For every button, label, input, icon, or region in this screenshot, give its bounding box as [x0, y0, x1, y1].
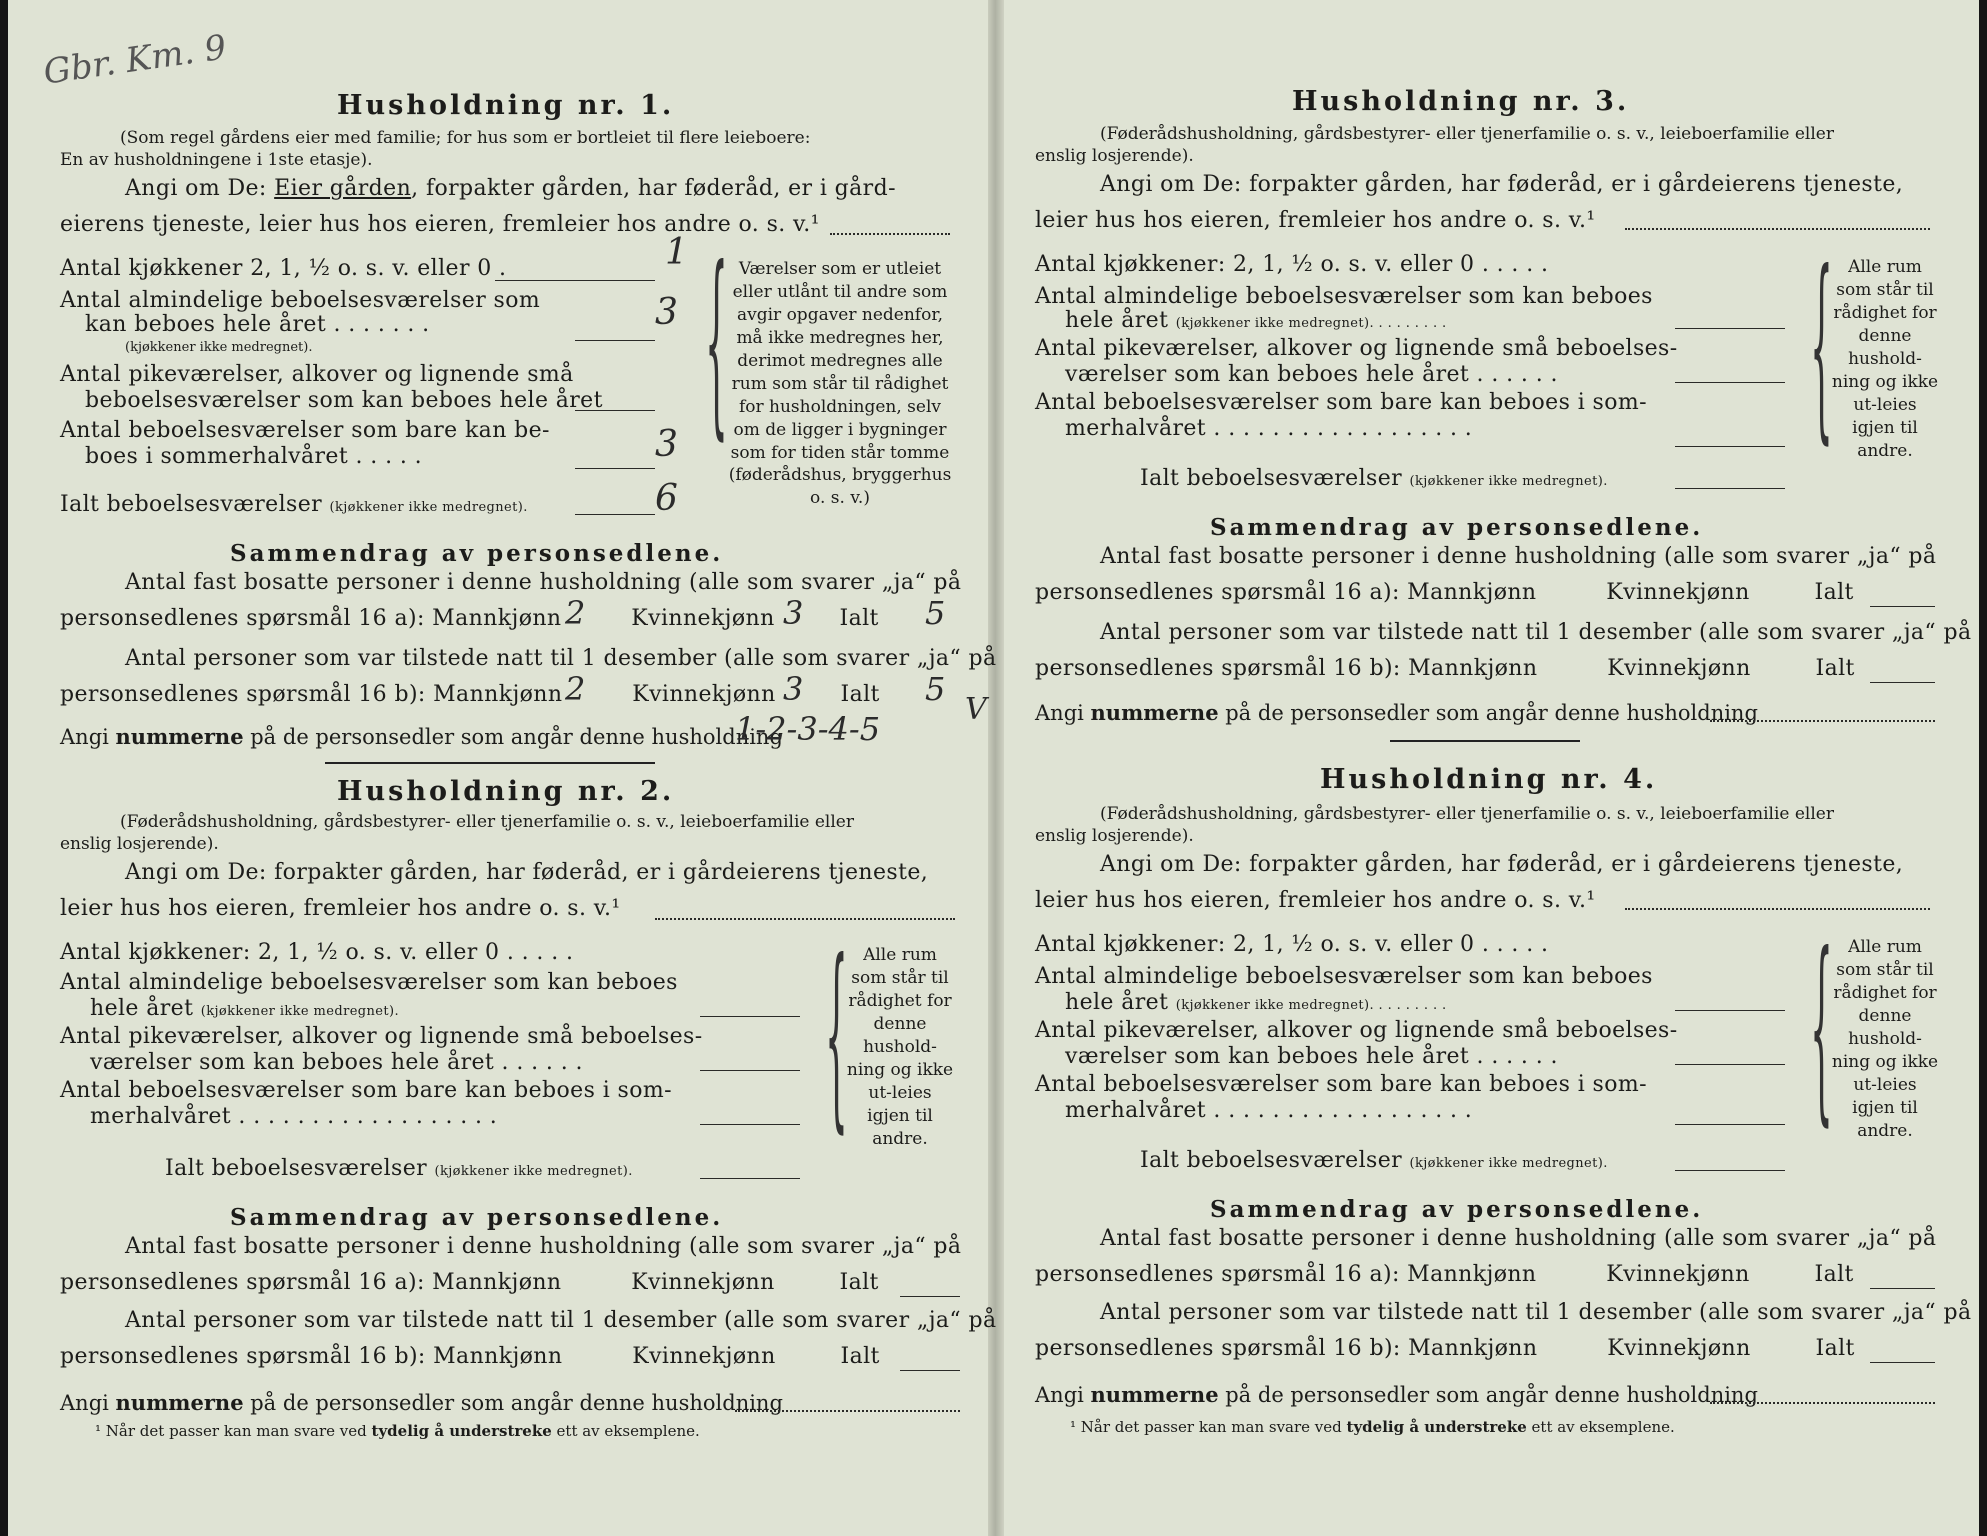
resident-female-answer: 3 — [783, 594, 804, 632]
small-rooms-label-line2: værelser som kan beboes hele året . . . . . . — [90, 1050, 583, 1075]
summer-rooms-label-line2: merhalvåret . . . . . . . . . . . . . . . . . . — [1065, 1098, 1473, 1123]
total-rooms-text: Ialt beboelsesværelser — [60, 492, 323, 517]
total-rooms-label — [1140, 466, 1608, 491]
summary-4-present-line2 — [1035, 1336, 1855, 1361]
summary-4-present-line1: Antal personer som var tilstede natt til 1 desember (alle som svarer „ja“ på — [1100, 1300, 1972, 1325]
summary-2-title: Sammendrag av personsedlene. — [230, 1204, 724, 1231]
summary-1-title: Sammendrag av personsedlene. — [230, 540, 724, 567]
common-rooms-label-line1: Antal almindelige beboelsesværelser som — [60, 288, 541, 313]
summary-1-present-line2 — [60, 682, 880, 707]
total-rooms-note: (kjøkkener ikke medregnet). — [329, 500, 528, 515]
summary-2-numbers-label — [60, 1390, 783, 1415]
kitchens-label: Antal kjøkkener: 2, 1, ½ o. s. v. eller 0 . . . . . — [60, 940, 574, 965]
common-rooms-answer-line — [575, 340, 655, 341]
common-rooms-label-line1: Antal almindelige beboelsesværelser som kan beboes — [1035, 284, 1653, 309]
common-rooms-note: (kjøkkener ikke medregnet). . . . . . . . . — [1175, 316, 1447, 331]
status-answer-line — [830, 233, 950, 235]
summer-rooms-label-line2: boes i sommerhalvåret . . . . . — [85, 444, 423, 469]
small-rooms-label-line1: Antal pikeværelser, alkover og lignende små beboelses- — [1035, 336, 1678, 361]
resident-total-line — [1870, 1288, 1935, 1289]
common-rooms-label-line2: kan beboes hele året . . . . . . . — [85, 312, 430, 337]
rooms-note-box: Værelser som er utleiet eller utlånt til andre som avgir opgaver nedenfor, må ikke medregnes her, derimot medregnes alle rum som står til rådighet for husholdningen, selv om de ligger i bygninger som for tiden står tomme (føderådshus, bryggerhus o. s. v.) — [728, 259, 952, 509]
resident-total-answer: 5 — [925, 594, 946, 632]
common-rooms-answer-line — [1675, 328, 1785, 329]
small-rooms-label-line1: Antal pikeværelser, alkover og lignende små beboelses- — [1035, 1018, 1678, 1043]
person-numbers-line — [735, 1410, 960, 1412]
common-rooms-label-line2 — [1065, 990, 1447, 1015]
summary-3-title: Sammendrag av personsedlene. — [1210, 514, 1704, 541]
common-rooms-label-line1: Antal almindelige beboelsesværelser som kan beboes — [1035, 964, 1653, 989]
status-answer-line — [1625, 908, 1930, 910]
small-rooms-label-line1: Antal pikeværelser, alkover og lignende små beboelses- — [60, 1024, 703, 1049]
summary-1-numbers-label — [60, 724, 783, 749]
page-spine — [988, 0, 1004, 1536]
common-rooms-text: hele året — [1065, 990, 1169, 1015]
summer-rooms-answer-line — [700, 1124, 800, 1125]
summer-rooms-answer-line — [1675, 446, 1785, 447]
person-numbers-answer: 1-2-3-4-5 — [735, 710, 881, 748]
resident-total-label: Ialt — [839, 1270, 879, 1295]
angi-prefix: Angi om De: — [125, 176, 275, 201]
total-rooms-answer-line — [700, 1178, 800, 1179]
common-rooms-text: hele året — [90, 996, 194, 1021]
resident-male-label: personsedlenes spørsmål 16 a): Mannkjønn — [1035, 580, 1537, 605]
summary-2-present-line2 — [60, 1344, 880, 1369]
summary-4-title: Sammendrag av personsedlene. — [1210, 1196, 1704, 1223]
summer-rooms-answer: 3 — [655, 424, 678, 465]
total-rooms-label — [165, 1156, 633, 1181]
footnote — [1070, 1418, 1675, 1436]
resident-total-label: Ialt — [839, 606, 879, 631]
section-divider — [325, 762, 655, 764]
footnote-bold: tydelig å understreke — [371, 1422, 552, 1440]
resident-male-label: personsedlenes spørsmål 16 a): Mannkjønn — [60, 606, 562, 631]
household-1-status-question-line2: eierens tjeneste, leier hus hos eieren, fremleier hos andre o. s. v.¹ — [60, 212, 820, 237]
present-female-label: Kvinnekjønn — [1607, 1336, 1751, 1361]
resident-female-label: Kvinnekjønn — [1606, 580, 1750, 605]
total-rooms-answer-line — [575, 514, 655, 515]
present-male-label: personsedlenes spørsmål 16 b): Mannkjønn — [1035, 1336, 1538, 1361]
total-rooms-text: Ialt beboelsesværelser — [165, 1156, 428, 1181]
present-male-label: personsedlenes spørsmål 16 b): Mannkjønn — [60, 682, 563, 707]
common-rooms-text: hele året — [1065, 308, 1169, 333]
brace-bracket: { — [705, 225, 728, 458]
household-4-status-line2: leier hus hos eieren, fremleier hos andre o. s. v.¹ — [1035, 888, 1596, 913]
rooms-note-box: Alle rum som står til rådighet for denne hushold-ning og ikke ut-leies igjen til andre. — [1831, 937, 1939, 1141]
resident-male-answer: 2 — [565, 594, 586, 632]
footnote — [95, 1422, 700, 1440]
angi-rest: , forpakter gården, har føderåd, er i gård- — [411, 176, 896, 201]
summer-rooms-label-line1: Antal beboelsesværelser som bare kan beboes i som- — [1035, 390, 1647, 415]
scan-border-left — [0, 0, 8, 1536]
resident-female-label: Kvinnekjønn — [631, 606, 775, 631]
present-female-label: Kvinnekjønn — [1607, 656, 1751, 681]
small-rooms-answer-line — [575, 410, 655, 411]
common-rooms-answer: 3 — [655, 292, 678, 333]
household-1-note-line2: En av husholdningene i 1ste etasje). — [60, 150, 373, 170]
total-rooms-note: (kjøkkener ikke medregnet). — [434, 1164, 633, 1179]
household-3-status-line1: Angi om De: forpakter gården, har føderåd, er i gårdeierens tjeneste, — [1100, 172, 1904, 197]
present-total-answer: 5 — [925, 670, 946, 708]
total-rooms-note: (kjøkkener ikke medregnet). — [1409, 474, 1608, 489]
total-rooms-text: Ialt beboelsesværelser — [1140, 466, 1403, 491]
present-total-label: Ialt — [1815, 1336, 1855, 1361]
present-total-label: Ialt — [840, 1344, 880, 1369]
household-2-status-line1: Angi om De: forpakter gården, har føderåd, er i gårdeierens tjeneste, — [125, 860, 929, 885]
present-total-line — [1870, 1362, 1935, 1363]
summer-rooms-label-line2: merhalvåret . . . . . . . . . . . . . . . . . . — [90, 1104, 498, 1129]
marginalia-handwriting: Gbr. Km. 9 — [41, 27, 229, 93]
numbers-prefix: Angi — [60, 725, 116, 749]
summary-3-resident-line1: Antal fast bosatte personer i denne husholdning (alle som svarer „ja“ på — [1100, 544, 1937, 569]
summary-1-resident-line2 — [60, 606, 879, 631]
summary-2-resident-line2 — [60, 1270, 879, 1295]
total-rooms-answer: 6 — [655, 478, 678, 519]
kitchens-answer-line — [495, 280, 655, 281]
household-4-status-line1: Angi om De: forpakter gården, har føderåd, er i gårdeierens tjeneste, — [1100, 852, 1904, 877]
brace-bracket: { — [1810, 229, 1833, 462]
household-3-note-line1: (Føderådshusholdning, gårdsbestyrer- eller tjenerfamilie o. s. v., leieboerfamilie eller — [1100, 124, 1834, 144]
household-3-status-line2: leier hus hos eieren, fremleier hos andre o. s. v.¹ — [1035, 208, 1596, 233]
household-1-note-line1: (Som regel gårdens eier med familie; for hus som er bortleiet til flere leieboere: — [120, 128, 811, 148]
resident-total-line — [1870, 606, 1935, 607]
summary-1-resident-line1: Antal fast bosatte personer i denne husholdning (alle som svarer „ja“ på — [125, 570, 962, 595]
summary-2-present-line1: Antal personer som var tilstede natt til 1 desember (alle som svarer „ja“ på — [125, 1308, 997, 1333]
numbers-rest: på de personsedler som angår denne husholdning — [243, 1391, 783, 1415]
summary-3-numbers-label — [1035, 700, 1758, 725]
footnote-rest: ett av eksemplene. — [1526, 1418, 1675, 1436]
household-2-note-line2: enslig losjerende). — [60, 834, 219, 854]
resident-female-label: Kvinnekjønn — [631, 1270, 775, 1295]
household-2-status-line2: leier hus hos eieren, fremleier hos andre o. s. v.¹ — [60, 896, 621, 921]
common-rooms-answer-line — [700, 1016, 800, 1017]
present-male-label: personsedlenes spørsmål 16 b): Mannkjønn — [60, 1344, 563, 1369]
resident-total-label: Ialt — [1814, 1262, 1854, 1287]
summary-2-resident-line1: Antal fast bosatte personer i denne husholdning (alle som svarer „ja“ på — [125, 1234, 962, 1259]
check-mark: V — [965, 692, 987, 727]
present-total-line — [1870, 682, 1935, 683]
resident-female-label: Kvinnekjønn — [1606, 1262, 1750, 1287]
present-total-label: Ialt — [1815, 656, 1855, 681]
person-numbers-line — [1710, 1402, 1935, 1404]
numbers-bold: nummerne — [115, 724, 244, 749]
kitchens-label: Antal kjøkkener: 2, 1, ½ o. s. v. eller 0 . . . . . — [1035, 252, 1549, 277]
present-female-label: Kvinnekjønn — [632, 1344, 776, 1369]
present-male-label: personsedlenes spørsmål 16 b): Mannkjønn — [1035, 656, 1538, 681]
present-total-label: Ialt — [840, 682, 880, 707]
small-rooms-label-line1: Antal pikeværelser, alkover og lignende små — [60, 362, 574, 387]
resident-male-label: personsedlenes spørsmål 16 a): Mannkjønn — [1035, 1262, 1537, 1287]
numbers-prefix: Angi — [1035, 701, 1091, 725]
footnote-prefix: ¹ Når det passer kan man svare ved — [95, 1422, 372, 1440]
small-rooms-answer-line — [700, 1070, 800, 1071]
common-rooms-answer-line — [1675, 1010, 1785, 1011]
kitchens-label: Antal kjøkkener: 2, 1, ½ o. s. v. eller 0 . . . . . — [1035, 932, 1549, 957]
total-rooms-answer-line — [1675, 488, 1785, 489]
scan-border-right — [1979, 0, 1987, 1536]
numbers-bold: nummerne — [1090, 1382, 1219, 1407]
present-total-line — [900, 1370, 960, 1371]
summer-rooms-label-line2: merhalvåret . . . . . . . . . . . . . . . . . . — [1065, 416, 1473, 441]
household-3-title: Husholdning nr. 3. — [1292, 86, 1630, 117]
person-numbers-line — [1710, 720, 1935, 722]
present-male-answer: 2 — [565, 670, 586, 708]
kitchens-label: Antal kjøkkener 2, 1, ½ o. s. v. eller 0 . — [60, 256, 507, 281]
household-1-title: Husholdning nr. 1. — [337, 90, 675, 121]
total-rooms-answer-line — [1675, 1170, 1785, 1171]
summer-rooms-answer-line — [1675, 1124, 1785, 1125]
summer-rooms-label-line1: Antal beboelsesværelser som bare kan be- — [60, 418, 550, 443]
summary-4-numbers-label — [1035, 1382, 1758, 1407]
household-3-note-line2: enslig losjerende). — [1035, 146, 1194, 166]
resident-total-line — [900, 1296, 960, 1297]
numbers-rest: på de personsedler som angår denne husholdning — [1218, 1383, 1758, 1407]
rooms-note-box: Alle rum som står til rådighet for denne hushold-ning og ikke ut-leies igjen til andre. — [846, 945, 954, 1149]
numbers-bold: nummerne — [115, 1390, 244, 1415]
household-4-note-line1: (Føderådshusholdning, gårdsbestyrer- eller tjenerfamilie o. s. v., leieboerfamilie eller — [1100, 804, 1834, 824]
resident-total-label: Ialt — [1814, 580, 1854, 605]
common-rooms-label-line2 — [90, 996, 399, 1021]
brace-bracket: { — [825, 918, 848, 1151]
underlined-answer: Eier gården — [274, 176, 412, 201]
present-female-label: Kvinnekjønn — [632, 682, 776, 707]
small-rooms-answer-line — [1675, 1064, 1785, 1065]
common-rooms-label-line1: Antal almindelige beboelsesværelser som kan beboes — [60, 970, 678, 995]
kitchens-answer: 1 — [665, 232, 688, 273]
household-2-note-line1: (Føderådshusholdning, gårdsbestyrer- eller tjenerfamilie o. s. v., leieboerfamilie eller — [120, 812, 854, 832]
resident-male-label: personsedlenes spørsmål 16 a): Mannkjønn — [60, 1270, 562, 1295]
summary-4-resident-line1: Antal fast bosatte personer i denne husholdning (alle som svarer „ja“ på — [1100, 1226, 1937, 1251]
status-answer-line — [655, 918, 955, 920]
total-rooms-note: (kjøkkener ikke medregnet). — [1409, 1156, 1608, 1171]
brace-bracket: { — [1810, 911, 1833, 1144]
common-rooms-note: (kjøkkener ikke medregnet). — [125, 340, 313, 355]
small-rooms-answer-line — [1675, 382, 1785, 383]
summary-3-present-line1: Antal personer som var tilstede natt til 1 desember (alle som svarer „ja“ på — [1100, 620, 1972, 645]
summary-3-present-line2 — [1035, 656, 1855, 681]
present-female-answer: 3 — [783, 670, 804, 708]
total-rooms-text: Ialt beboelsesværelser — [1140, 1148, 1403, 1173]
footnote-rest: ett av eksemplene. — [551, 1422, 700, 1440]
summary-3-resident-line2 — [1035, 580, 1854, 605]
household-4-note-line2: enslig losjerende). — [1035, 826, 1194, 846]
common-rooms-note: (kjøkkener ikke medregnet). — [200, 1004, 400, 1019]
numbers-rest: på de personsedler som angår denne husholdning — [243, 725, 783, 749]
summary-4-resident-line2 — [1035, 1262, 1854, 1287]
common-rooms-label-line2 — [1065, 308, 1447, 333]
numbers-bold: nummerne — [1090, 700, 1219, 725]
small-rooms-label-line2: værelser som kan beboes hele året . . . . . . — [1065, 1044, 1558, 1069]
numbers-prefix: Angi — [1035, 1383, 1091, 1407]
summer-rooms-label-line1: Antal beboelsesværelser som bare kan beboes i som- — [60, 1078, 672, 1103]
household-4-title: Husholdning nr. 4. — [1320, 764, 1658, 795]
summary-1-present-line1: Antal personer som var tilstede natt til 1 desember (alle som svarer „ja“ på — [125, 646, 997, 671]
total-rooms-label — [1140, 1148, 1608, 1173]
household-1-status-question — [125, 176, 896, 201]
small-rooms-label-line2: værelser som kan beboes hele året . . . . . . — [1065, 362, 1558, 387]
numbers-prefix: Angi — [60, 1391, 116, 1415]
status-answer-line — [1625, 228, 1930, 230]
rooms-note-box: Alle rum som står til rådighet for denne hushold-ning og ikke ut-leies igjen til andre. — [1831, 257, 1939, 461]
household-2-title: Husholdning nr. 2. — [337, 776, 675, 807]
footnote-prefix: ¹ Når det passer kan man svare ved — [1070, 1418, 1347, 1436]
numbers-rest: på de personsedler som angår denne husholdning — [1218, 701, 1758, 725]
total-rooms-label — [60, 492, 528, 517]
footnote-bold: tydelig å understreke — [1346, 1418, 1527, 1436]
common-rooms-note: (kjøkkener ikke medregnet). . . . . . . . . — [1175, 998, 1447, 1013]
summer-rooms-answer-line — [575, 468, 655, 469]
summer-rooms-label-line1: Antal beboelsesværelser som bare kan beboes i som- — [1035, 1072, 1647, 1097]
small-rooms-label-line2: beboelsesværelser som kan beboes hele året — [85, 388, 603, 413]
section-divider — [1390, 740, 1580, 742]
